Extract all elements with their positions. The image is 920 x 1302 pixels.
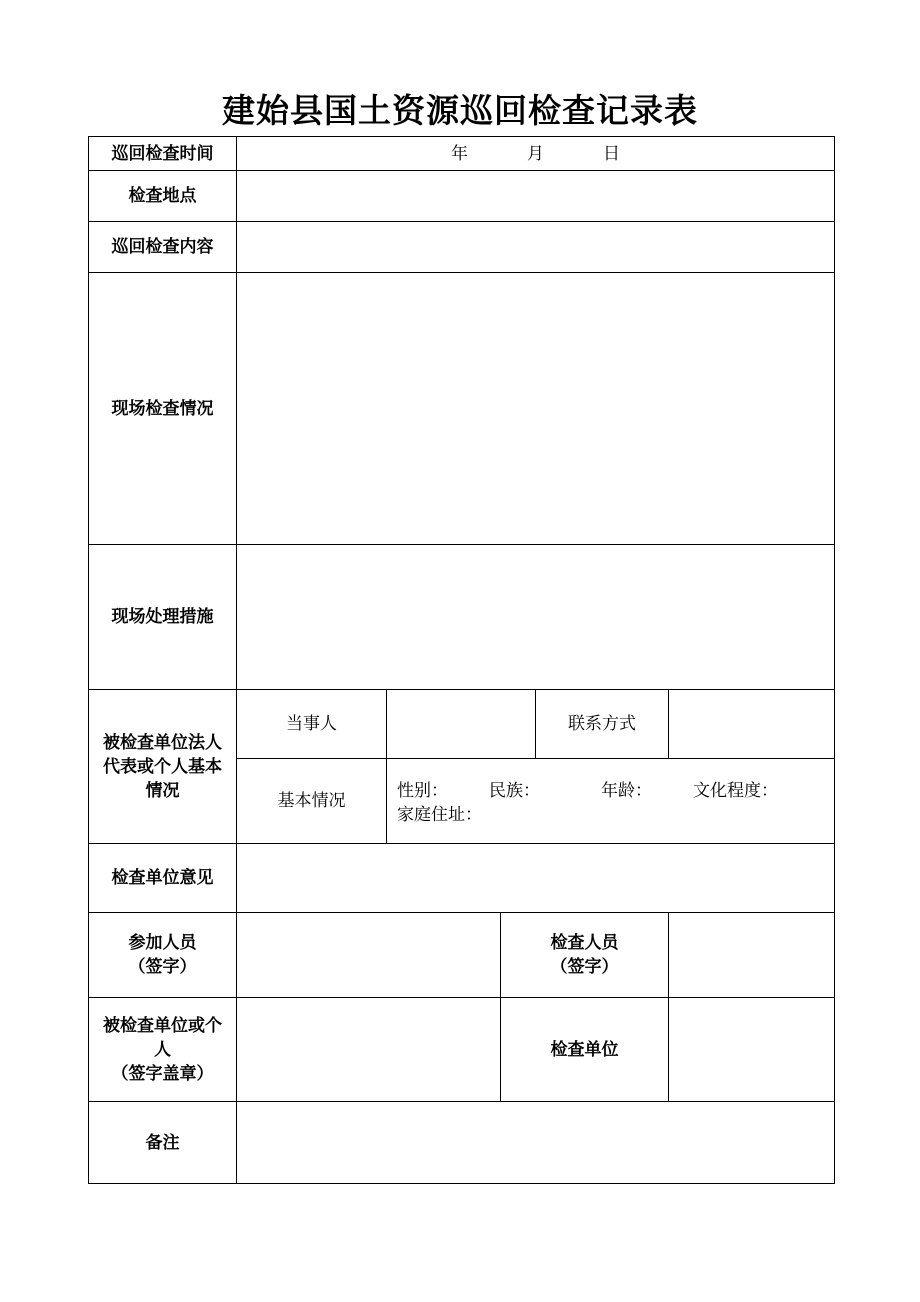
person-label xyxy=(236,689,387,759)
month-label: 月 xyxy=(527,143,544,164)
form-title: 建始县国土资源巡回检查记录表 xyxy=(222,91,698,130)
education-label: 文化程度： xyxy=(693,781,778,801)
inspected-label-line: 人 xyxy=(154,1039,171,1060)
basic-info-label xyxy=(236,758,387,844)
time-label-text: 巡回检查时间 xyxy=(111,143,214,164)
participants-label-line: 参加人员 xyxy=(128,933,197,953)
participants-label-line: （签字） xyxy=(128,957,197,977)
inspect-unit-field[interactable] xyxy=(668,997,835,1102)
remarks-field[interactable] xyxy=(236,1101,835,1184)
location-label-text: 检查地点 xyxy=(128,186,197,206)
year-label: 年 xyxy=(451,143,468,164)
address-label: 家庭住址： xyxy=(397,805,482,825)
inspected-label xyxy=(88,997,237,1102)
day-label: 日 xyxy=(603,143,620,164)
time-value-field[interactable] xyxy=(236,136,835,171)
gender-label: 性别： xyxy=(397,781,448,801)
person-field[interactable] xyxy=(386,689,536,759)
remarks-label-text: 备注 xyxy=(145,1132,180,1153)
opinion-label xyxy=(88,843,237,913)
content-field[interactable] xyxy=(236,221,835,273)
measures-label-text: 现场处理措施 xyxy=(111,607,214,627)
inspected-signature-field[interactable] xyxy=(236,997,501,1102)
location-field[interactable] xyxy=(236,170,835,222)
contact-label xyxy=(535,689,669,759)
party-label xyxy=(88,689,237,844)
situation-label-text: 现场检查情况 xyxy=(111,398,214,419)
party-label-line: 情况 xyxy=(145,780,180,801)
inspect-unit-label-text: 检查单位 xyxy=(550,1039,619,1060)
measures-label xyxy=(88,544,237,690)
inspectors-signature-field[interactable] xyxy=(668,912,835,998)
participants-label xyxy=(88,912,237,998)
contact-label-text: 联系方式 xyxy=(568,714,636,734)
inspected-label-line: （签字盖章） xyxy=(111,1063,214,1084)
inspect-unit-label xyxy=(500,997,669,1102)
opinion-label-text: 检查单位意见 xyxy=(111,868,214,888)
measures-field[interactable] xyxy=(236,544,835,690)
remarks-label xyxy=(88,1101,237,1184)
participants-signature-field[interactable] xyxy=(236,912,501,998)
content-label-text: 巡回检查内容 xyxy=(111,237,214,257)
basic-info-label-text: 基本情况 xyxy=(277,791,346,811)
inspectors-label xyxy=(500,912,669,998)
time-label xyxy=(88,136,237,171)
basic-info-line xyxy=(397,779,834,803)
situation-label xyxy=(88,272,237,545)
content-label xyxy=(88,221,237,273)
situation-field[interactable] xyxy=(236,272,835,545)
inspectors-label-line: 检查人员 xyxy=(550,933,619,953)
party-label-line: 被检查单位法人 xyxy=(103,732,222,753)
party-label-line: 代表或个人基本 xyxy=(103,756,222,777)
inspected-label-line: 被检查单位或个 xyxy=(103,1015,222,1036)
location-label xyxy=(88,170,237,222)
inspectors-label-line: （签字） xyxy=(550,957,619,977)
person-label-text: 当事人 xyxy=(286,714,337,734)
age-label: 年龄： xyxy=(601,781,652,801)
opinion-field[interactable] xyxy=(236,843,835,913)
basic-info-field[interactable] xyxy=(386,758,835,844)
ethnicity-label: 民族： xyxy=(489,781,540,801)
contact-field[interactable] xyxy=(668,689,835,759)
